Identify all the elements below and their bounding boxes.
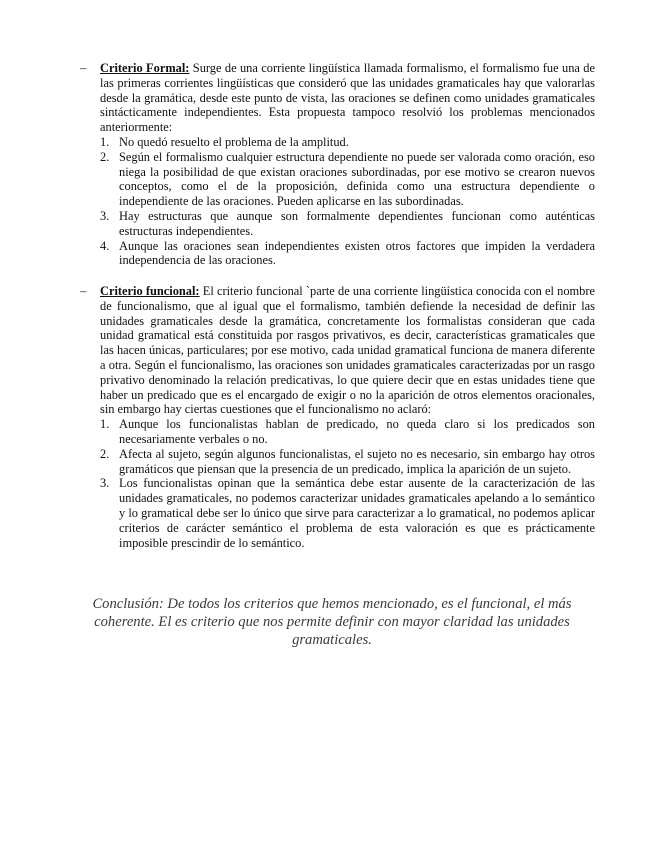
bullet-dash: – — [80, 284, 87, 298]
list-item-text: No quedó resuelto el problema de la amplitud. — [119, 134, 349, 149]
numbered-list — [82, 135, 595, 268]
list-item-text: Aunque los funcionalistas hablan de predicado, no queda claro si los predicados son necesariamente verbales o no. — [119, 417, 595, 446]
section-intro-text: El criterio funcional `parte de una corriente lingüística conocida con el nombre de funcionalismo, que al igual que el formalismo, también defiende la necesidad de definir las unidades gramaticales desde la gramática, concretamente los formalistas consideran que cada unidad gramatical está constituida por rasgos privativos, es decir, características gramaticales que las hacen únicas, particulares; por ese motivo, cada unidad gramatical funciona de manera diferente a otra. Según el funcionalismo, las oraciones son unidades gramaticales caracterizadas por un rasgo privativo denominado la relación predicativas, lo que quiere decir que en estas unidades tiene que haber un predicado que es el encargado de exigir o no la aparición de otros elementos oracionales, sin embargo hay ciertas cuestiones que el funcionalismo no aclaró: — [100, 284, 596, 417]
section-intro-text: Surge de una corriente lingüística llamada formalismo, el formalismo fue una de las primeras corrientes lingüísticas que consideró que las unidades gramaticales hay que valorarlas desde la gramática, desde este punto de vista, las oraciones se definen como unidades gramaticales sintácticamente independientes. Esta propuesta tampoco resolvió los problemas mencionados anteriormente: — [100, 61, 595, 135]
list-item — [82, 209, 595, 239]
section-term: Criterio funcional: — [100, 284, 200, 298]
list-item-number: 2. — [100, 149, 110, 164]
bullet-dash: – — [80, 61, 87, 75]
list-item — [82, 239, 595, 269]
conclusion-paragraph: Conclusión: De todos los criterios que hemos mencionado, es el funcional, el más coherente. El es criterio que nos permite definir con mayor claridad las unidades gramaticales. — [92, 596, 572, 648]
list-item-number: 3. — [100, 208, 110, 223]
section-intro — [100, 61, 595, 135]
list-item-text: Afecta al sujeto, según algunos funcionalistas, el sujeto no es necesario, sin embargo hay otros gramáticos que piensan que la presencia de un predicado, implica la aparición de un sujeto. — [119, 446, 595, 476]
list-item-text: Los funcionalistas opinan que la semántica debe estar ausente de la caracterización de las unidades gramaticales, no podemos caracterizar unidades gramaticales apelando a lo semántico y lo gramatical debe ser lo único que sirve para caracterizar a lo gramatical, no podemos aplicar criterios de carácter semántico el problema de esta valoración es que es prácticamente imposible prescindir de lo semántico. — [119, 476, 595, 550]
list-item — [82, 476, 595, 550]
section-intro — [100, 284, 595, 417]
section-term: Criterio Formal: — [100, 61, 190, 75]
numbered-list — [82, 417, 595, 550]
list-item-number: 1. — [100, 417, 110, 432]
list-item-number: 4. — [100, 238, 110, 253]
list-item-number: 3. — [100, 476, 110, 491]
list-item-number: 2. — [100, 446, 110, 461]
list-item — [82, 447, 595, 477]
list-item-text: Aunque las oraciones sean independientes existen otros factores que impiden la verdadera independencia de las oraciones. — [119, 238, 595, 268]
list-item — [82, 150, 595, 209]
list-item-text: Hay estructuras que aunque son formalmente dependientes funcionan como auténticas estructuras independientes. — [119, 208, 595, 238]
list-item — [82, 417, 595, 447]
list-item — [82, 135, 595, 150]
list-item-number: 1. — [100, 134, 110, 149]
list-item-text: Según el formalismo cualquier estructura dependiente no puede ser valorada como oración, eso niega la posibilidad de que existan oraciones subordinadas, por ese motivo se crearon nuevos conceptos, como el de la proposición, definida como una estructura dependiente o independiente de las oraciones. Pueden aplicarse en las subordinadas. — [119, 149, 595, 209]
section-criterio-funcional — [82, 284, 595, 550]
section-criterio-formal — [82, 61, 595, 268]
